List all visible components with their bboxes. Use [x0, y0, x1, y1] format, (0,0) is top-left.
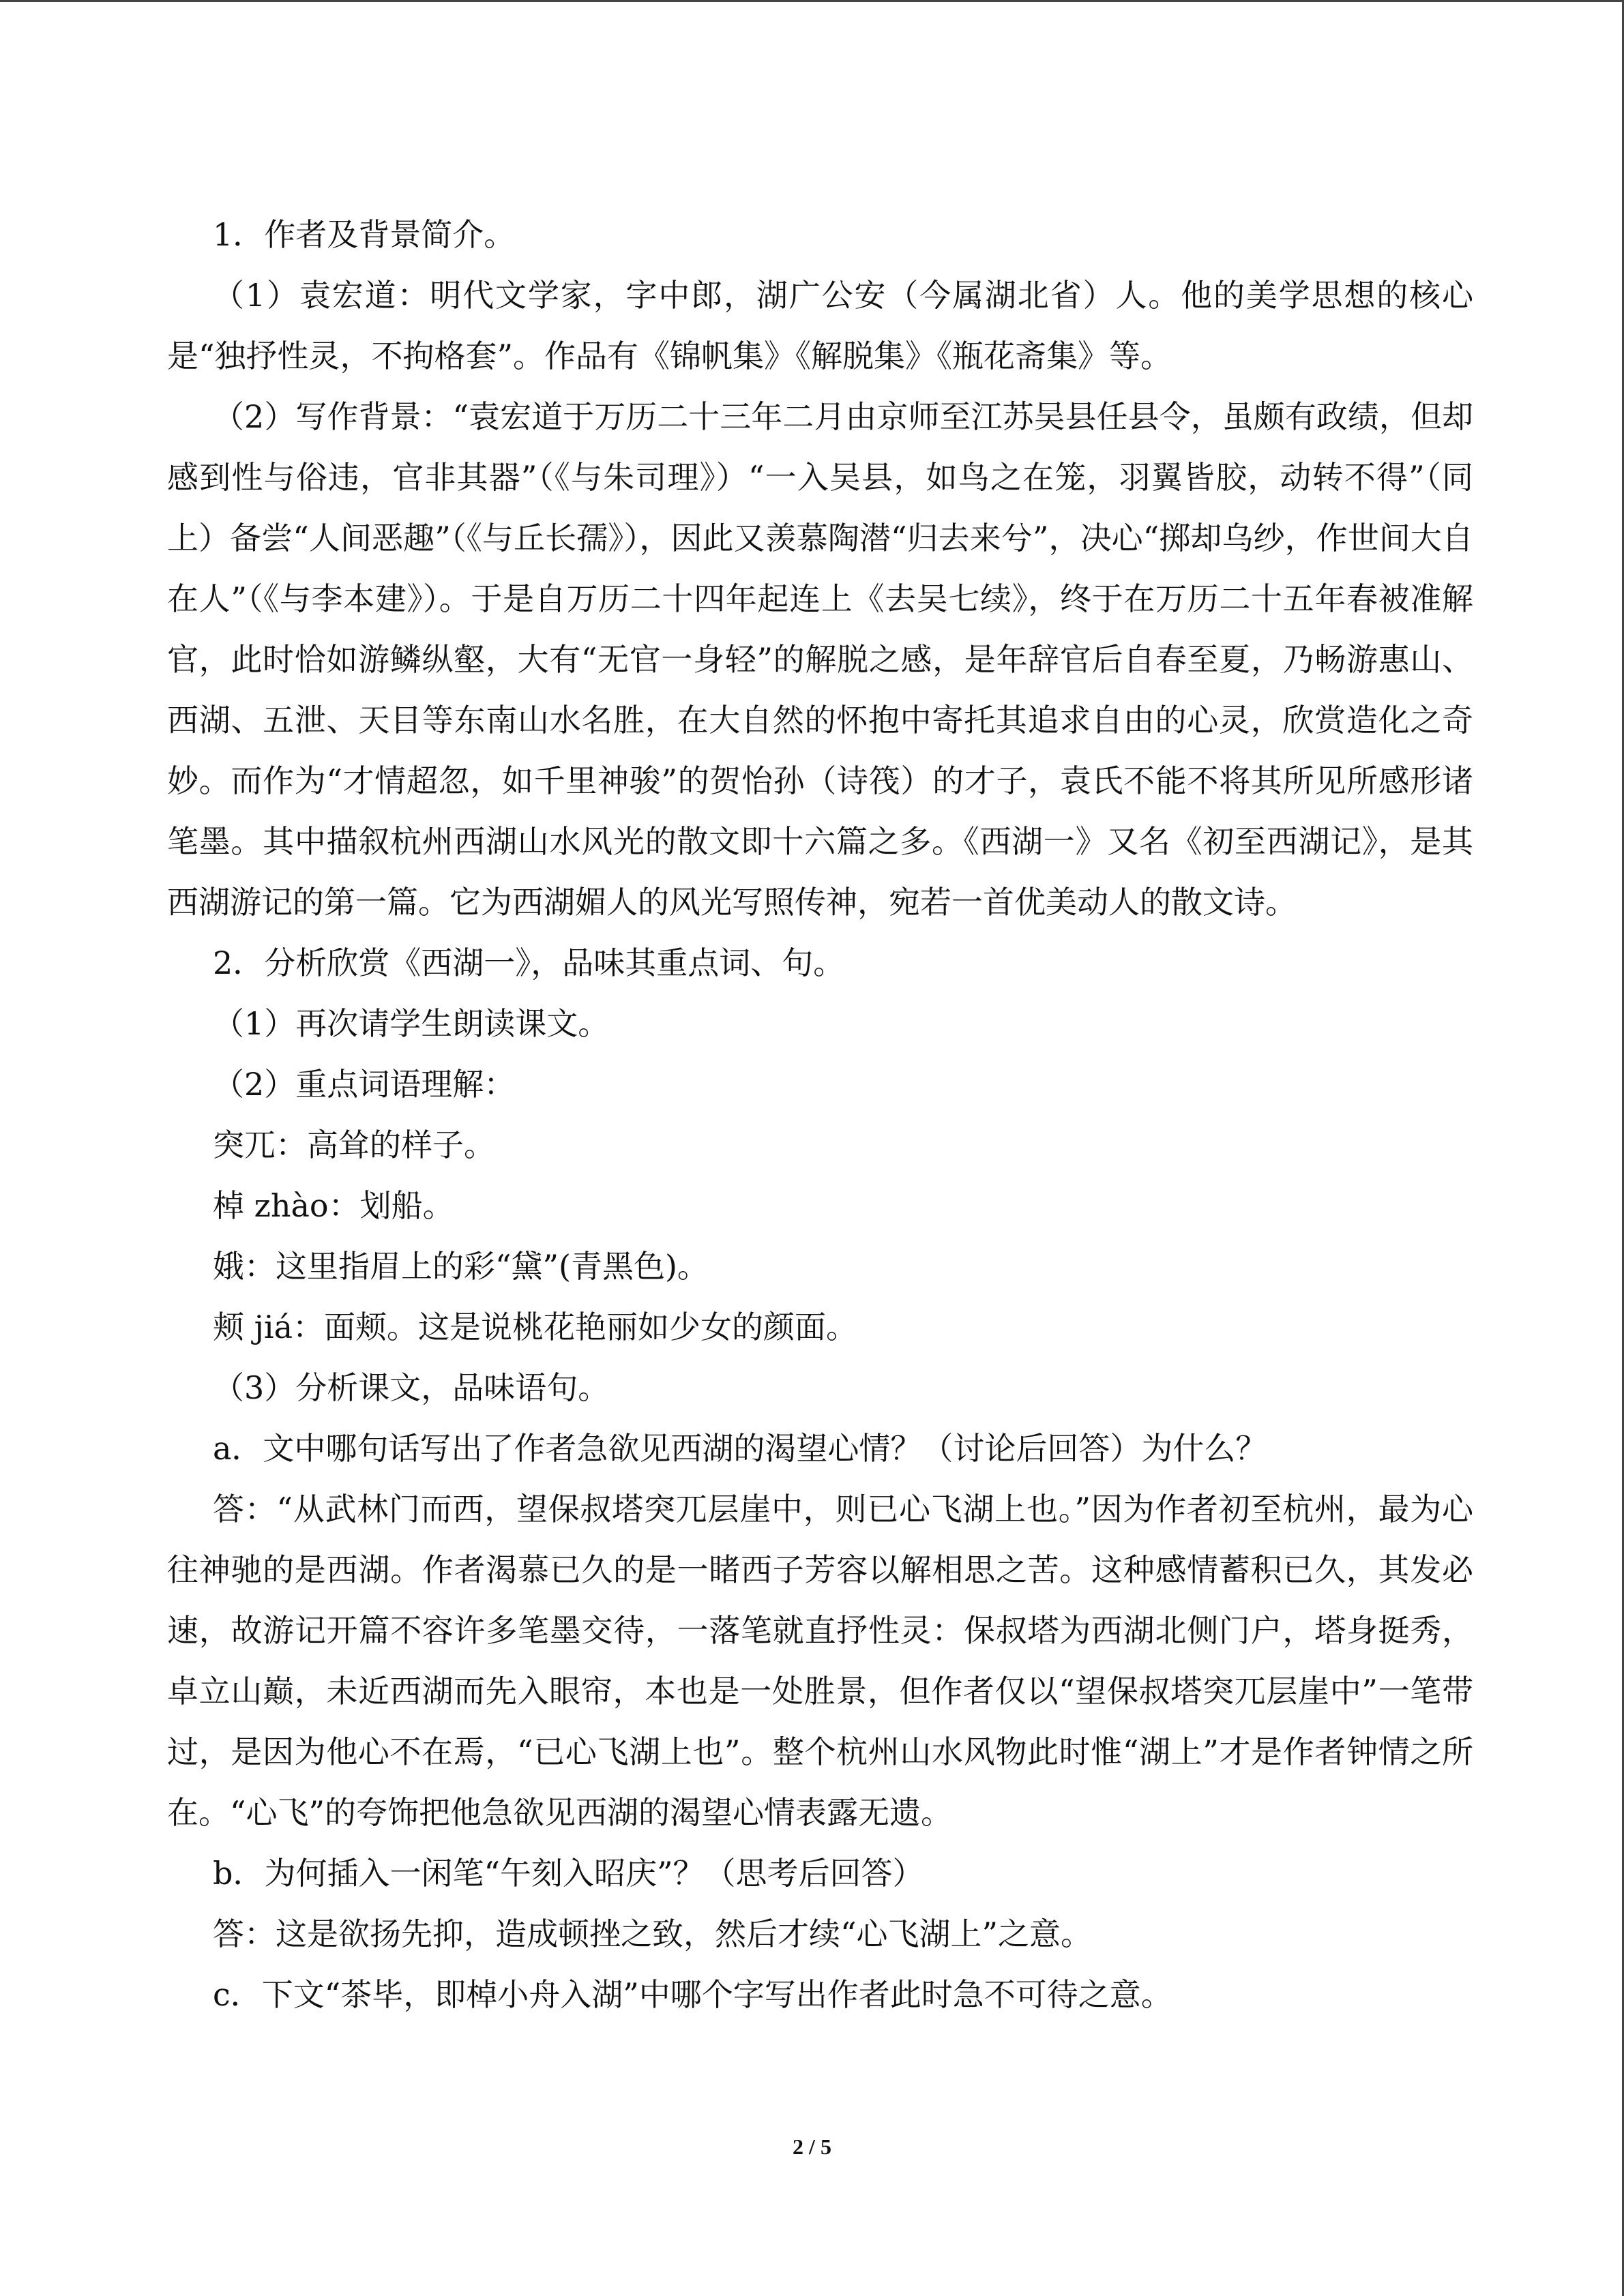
question-b: b．为何插入一闲笔“午刻入昭庆”？（思考后回答） [213, 1855, 924, 1892]
page-content [167, 205, 1473, 2025]
paragraph-key-words: （2）重点词语理解： [213, 1066, 516, 1103]
page-number: 2 / 5 [793, 2134, 831, 2159]
vocab-item: 棹 zhào：划船。 [213, 1187, 454, 1224]
paragraph-writing-background: （2）写作背景：“袁宏道于万历二十三年二月由京师至江苏吴县任县令，虽颇有政绩，但却感到性与俗违，官非其器”（《与朱司理》）“一入吴县，如鸟之在笼，羽翼皆胶，动转不得”（同上）备尝“人间恶趣”（《与丘长孺》），因此又羡慕陶潜“归去来兮”，决心“掷却乌纱，作世间大自在人”（《与李本建》）。于是自万历二十四年起连上《去吴七续》，终于在万历二十五年春被准解官，此时恰如游鳞纵壑，大有“无官一身轻”的解脱之感，是年辞官后自春至夏，乃畅游惠山、西湖、五泄、天目等东南山水名胜，在大自然的怀抱中寄托其追求自由的心灵，欣赏造化之奇妙。而作为“才情超忽，如千里神骏”的贺怡孙（诗筏）的才子，袁氏不能不将其所见所感形诸笔墨。其中描叙杭州西湖山水风光的散文即十六篇之多。《西湖一》又名《初至西湖记》，是其西湖游记的第一篇。它为西湖媚人的风光写照传神，宛若一首优美动人的散文诗。 [167, 398, 1473, 921]
vocab-item: 突兀：高耸的样子。 [213, 1127, 495, 1163]
paragraph-analyze-text: （3）分析课文，品味语句。 [213, 1369, 610, 1406]
top-border-line [0, 0, 1624, 2]
vocab-item: 娥：这里指眉上的彩“黛”(青黑色)。 [213, 1248, 709, 1285]
paragraph-read-aloud: （1）再次请学生朗读课文。 [213, 1005, 610, 1042]
answer-a: 答：“从武林门而西，望保叔塔突兀层崖中，则已心飞湖上也。”因为作者初至杭州，最为心往神驰的是西湖。作者渴慕已久的是一睹西子芳容以解相思之苦。这种感情蓄积已久，其发必速，故游记开篇不容许多笔墨交待，一落笔就直抒性灵：保叔塔为西湖北侧门户，塔身挺秀，卓立山巅，未近西湖而先入眼帘，本也是一处胜景，但作者仅以“望保叔塔突兀层崖中”一笔带过，是因为他心不在焉，“已心飞湖上也”。整个杭州山水风物此时惟“湖上”才是作者钟情之所在。“心飞”的夸饰把他急欲见西湖的渴望心情表露无遗。 [167, 1491, 1473, 1831]
paragraph-yuan-hongdao: （1）袁宏道：明代文学家，字中郎，湖广公安（今属湖北省）人。他的美学思想的核心是“独抒性灵，不拘格套”。作品有《锦帆集》《解脱集》《瓶花斋集》等。 [167, 277, 1473, 374]
answer-b: 答：这是欲扬先抑，造成顿挫之致，然后才续“心飞湖上”之意。 [213, 1915, 1093, 1952]
question-a: a．文中哪句话写出了作者急欲见西湖的渴望心情？（讨论后回答）为什么？ [213, 1430, 1267, 1467]
heading-analysis: 2．分析欣赏《西湖一》，品味其重点词、句。 [213, 944, 845, 981]
heading-author-background: 1．作者及背景简介。 [213, 216, 516, 253]
question-c: c．下文“茶毕，即棹小舟入湖”中哪个字写出作者此时急不可待之意。 [213, 1976, 1172, 2013]
vocab-item: 颊 jiá：面颊。这是说桃花艳丽如少女的颜面。 [213, 1309, 858, 1345]
